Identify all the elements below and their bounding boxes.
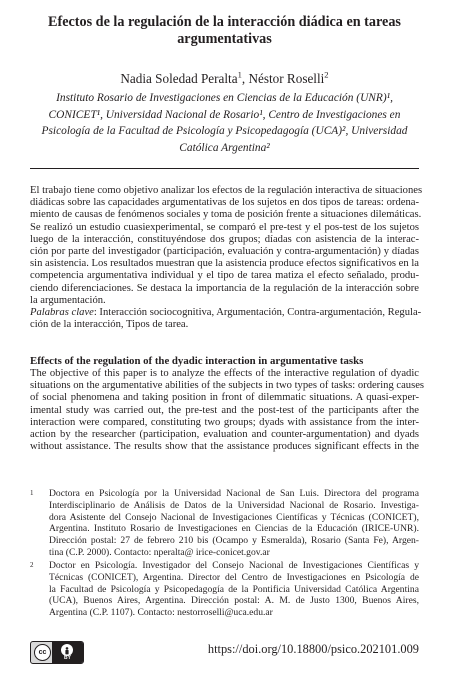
abstract-en-line: without assistance. The results show that the assistance produces significant effects in the [30,441,419,453]
abstract-es [30,185,423,331]
footnote [30,488,419,560]
footnote-line: Argentina (C.P. 1107). Contacto: nestorroselli@uca.edu.ar [49,607,273,619]
author-affil-mark: 2 [324,69,329,80]
english-title: Effects of the regulation of the dyadic interaction in argumentative tasks [30,355,364,367]
keywords-line [30,307,422,319]
author-name: Néstor Roselli [248,71,325,86]
abstract-en-line: The objective of this paper is to analyze the effects of the interactive regulation of dyadic [30,368,419,379]
cc-icon: cc [34,644,51,661]
abstract-en-line: of social phenomena and taking position in front of dilemmatic situations. A quasi-exper- [30,392,419,404]
title-line: Efectos de la regulación de la interacción diádica en tareas [48,14,401,30]
footnote [30,560,419,620]
keywords-line: ción de la interacción, Tipos de tarea. [30,319,189,331]
abstract-es-line: ciendo diferenciaciones. Se destaca la importancia de la regulación de la interacción sobre [30,282,419,294]
affiliation-line: Psicología de la Facultad de Psicología y Psicopedagogía (UCA)², Universidad [41,125,408,137]
footnote-line: Doctora en Psicología por la Universidad Nacional de San Luis. Directora del programa [49,488,419,499]
keywords-text: : Interacción sociocognitiva, Argumentación, Contra-argumentación, Regula- [93,307,422,319]
keywords-label: Palabras clave [30,307,94,319]
cc-by-license-icon[interactable] [30,641,84,664]
footnote-mark: 2 [30,561,34,569]
footnote-line: Dirección postal: 27 de febrero 210 bis (Ocampo y Esmeralda), Rosario (Santa Fe), Argen- [49,535,419,547]
affiliation-line: Instituto Rosario de Investigaciones en Ciencias de la Educación (UNR)¹, [56,92,393,104]
abstract-es-line: miento de causas de fenómenos sociales y toma de posición frente a situaciones dilemáticas. [30,209,422,221]
doi-link[interactable]: https://doi.org/10.18800/psico.202101.009 [207,642,419,656]
abstract-es-line: sin asistencia. Los resultados muestran que la asistencia produce efectos significativos en la [30,258,419,270]
author-affil-mark: 1 [237,69,242,80]
footnote-line: Argentina. Instituto Rosario de Investigaciones en Ciencias de la Educación (IRICE-UNR). [49,523,419,535]
abstract-es-line: competencia argumentativa individual y el tipo de tarea matiza el efecto señalado, produ- [30,270,419,282]
footnote-line: Interdisciplinario de Análisis de Datos de la Universidad Nacional de Rosario. Investiga- [49,499,419,511]
affiliation-line: CONICET¹, Universidad Nacional de Rosario¹, Centro de Investigaciones en [48,108,401,121]
author-name: Nadia Soledad Peralta [120,71,238,86]
abstract-es-line: ción por parte del investigador (participación, evaluación y contra-argumentación) y díadas [30,246,419,258]
affiliations [30,90,419,156]
abstract-en-line: interaction were compared, constituting two groups; dyads with assistance from the inter- [30,416,419,428]
abstract-es-line: la argumentación. [30,294,106,306]
footnote-line: tina (C.P. 2000). Contacto: nperalta@ irice-conicet.gov.ar [49,546,270,558]
by-label: BY [64,655,71,661]
title-line: argumentativas [177,31,272,47]
abstract-en [30,368,425,453]
abstract-en-line: action by the researcher (participation, evaluation and counter-argumentation) and dyads [30,429,419,441]
footnote-line: Técnicas (CONICET), Argentina. Director del Centro de Investigaciones en Psicología de [49,571,419,583]
footnote-mark: 1 [30,489,34,497]
abstract-es-line: diádicas sobre las capacidades argumentativas de los sujetos en dos tipos de tareas: ordena- [30,197,419,209]
abstract-es-line: Se realizó un estudio cuasiexperimental, se comparó el pre-test y el pos-test de los sujetos [30,221,419,233]
abstract-es-line: luego de la interacción, constituyéndose dos grupos; díadas con asistencia de la interac- [30,233,419,245]
section-divider [30,168,419,169]
abstract-es-line: El trabajo tiene como objetivo analizar los efectos de la regulación interactiva de situaciones [30,185,423,196]
footnote-line: dora Asistente del Consejo Nacional de Investigaciones Científicas y Técnicas (CONICET), [49,511,419,523]
footnote-line: Doctor en Psicología. Investigador del Consejo Nacional de Investigaciones Científicas y [49,560,419,571]
author-separator: , [241,71,249,86]
abstract-en-line: imental study was carried out, the pre-test and the post-test of the participants after the [30,404,419,416]
author-line [0,71,449,87]
article-title [30,14,419,48]
affiliation-line: Católica Argentina² [179,141,270,154]
footnote-line: (UCA), Buenos Aires, Argentina. Dirección postal: A. M. de Justo 1300, Buenos Aires, [49,595,419,607]
abstract-en-line: situations on the argumentative abilities of the subjects in two types of tasks: ordering causes [30,380,425,392]
footnote-line: la Facultad de Psicología y Psicopedagogía de la Pontificia Universidad Católica Argentina [49,583,419,595]
by-icon-panel [52,642,83,663]
